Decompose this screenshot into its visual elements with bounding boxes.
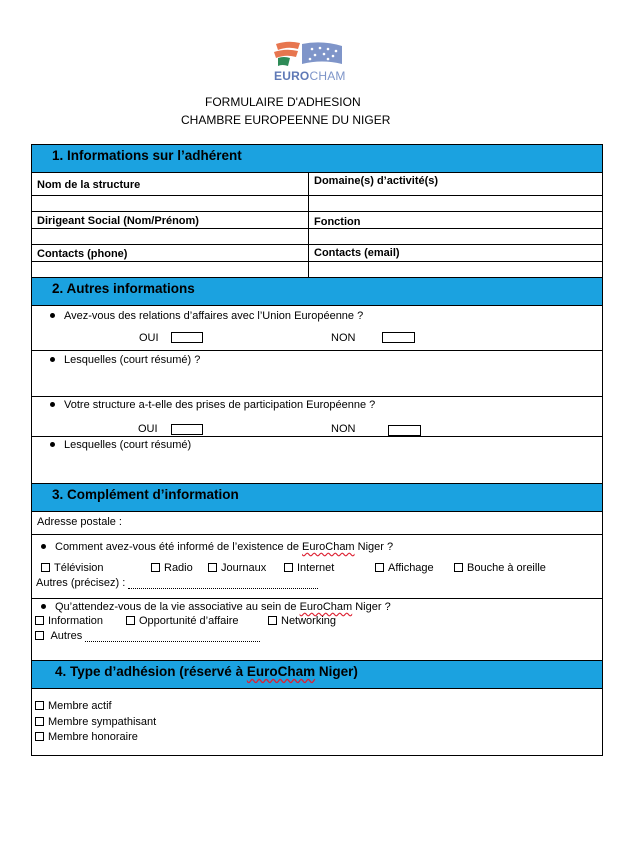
option-information[interactable]: Information (35, 615, 103, 627)
option-radio[interactable]: Radio (151, 562, 193, 574)
information-checkbox[interactable] (35, 616, 44, 625)
membership-form (31, 144, 603, 756)
opportunite-checkbox[interactable] (126, 616, 135, 625)
row-type-adhesion (32, 689, 602, 756)
section-4-header (32, 661, 602, 689)
section-3-header (32, 484, 602, 512)
option-bouche-a-oreille[interactable]: Bouche à oreille (454, 562, 546, 574)
option-television[interactable]: Télévision (41, 562, 104, 574)
oui-label-1: OUI (139, 332, 159, 344)
nom-structure-field[interactable] (32, 196, 309, 211)
row-adresse[interactable] (32, 512, 602, 535)
option-membre-honoraire[interactable]: Membre honoraire (35, 731, 138, 743)
question-attendez: Qu’attendez-vous de la vie associative au sein de EuroCham Niger ? (41, 601, 391, 613)
row-structure-input (32, 196, 602, 212)
fonction-label-cell (309, 212, 602, 228)
contacts-email-label: Contacts (email) (314, 247, 400, 259)
row-dirigeant (32, 212, 602, 229)
lesquelles-label-2: Lesquelles (court résumé) (50, 439, 191, 451)
row-lesquelles-1[interactable] (32, 351, 602, 397)
option-internet[interactable]: Internet (284, 562, 334, 574)
section-1-header (32, 145, 602, 173)
row-contacts-input (32, 262, 602, 278)
contacts-email-label-cell (309, 245, 602, 261)
autres-precisez-field[interactable] (128, 579, 318, 589)
membre-sympathisant-checkbox[interactable] (35, 717, 44, 726)
dirigeant-label: Dirigeant Social (Nom/Prénom) (37, 215, 199, 227)
domaine-field[interactable] (309, 196, 602, 211)
question-participation-ue: Votre structure a-t-elle des prises de participation Européenne ? (50, 399, 375, 411)
fonction-field[interactable] (309, 229, 602, 244)
non-label-2: NON (331, 423, 356, 435)
dirigeant-field[interactable] (32, 229, 309, 244)
option-autres[interactable]: Autres (35, 630, 260, 642)
journaux-checkbox[interactable] (208, 563, 217, 572)
contacts-phone-field[interactable] (32, 262, 309, 277)
radio-checkbox[interactable] (151, 563, 160, 572)
internet-checkbox[interactable] (284, 563, 293, 572)
membre-honoraire-checkbox[interactable] (35, 732, 44, 741)
row-attendez (32, 599, 602, 661)
question-relations-ue: Avez-vous des relations d’affaires avec l’Union Européenne ? (50, 310, 363, 322)
autres-precisez: Autres (précisez) : (36, 577, 318, 589)
dirigeant-label-cell (32, 212, 309, 228)
lesquelles-label-1: Lesquelles (court résumé) ? (50, 354, 200, 366)
section-1-title: 1. Informations sur l’adhérent (52, 148, 242, 163)
section-3-title: 3. Complément d’information (52, 487, 239, 502)
non-checkbox-1[interactable] (382, 332, 415, 343)
autres-checkbox[interactable] (35, 631, 44, 640)
domaine-label-cell (309, 173, 602, 195)
option-membre-actif[interactable]: Membre actif (35, 700, 112, 712)
non-label-1: NON (331, 332, 356, 344)
oui-checkbox-2[interactable] (171, 424, 203, 435)
bouche-checkbox[interactable] (454, 563, 463, 572)
row-lesquelles-2[interactable] (32, 437, 602, 484)
contacts-email-field[interactable] (309, 262, 602, 277)
section-2-title: 2. Autres informations (52, 281, 195, 296)
section-2-header (32, 278, 602, 306)
affichage-checkbox[interactable] (375, 563, 384, 572)
row-contacts (32, 245, 602, 262)
form-title: FORMULAIRE D'ADHESION (205, 95, 361, 109)
membre-actif-checkbox[interactable] (35, 701, 44, 710)
option-affichage[interactable]: Affichage (375, 562, 434, 574)
autres-field[interactable] (85, 632, 260, 642)
form-subtitle: CHAMBRE EUROPEENNE DU NIGER (181, 113, 391, 127)
oui-checkbox-1[interactable] (171, 332, 203, 343)
contacts-phone-label-cell (32, 245, 309, 261)
section-4-title: 4. Type d’adhésion (réservé à EuroCham Niger) (55, 664, 358, 679)
nom-structure-label-cell (32, 173, 309, 195)
row-relations-ue (32, 306, 602, 351)
row-structure (32, 173, 602, 196)
row-dirigeant-input (32, 229, 602, 245)
option-journaux[interactable]: Journaux (208, 562, 266, 574)
question-comment-informe: Comment avez-vous été informé de l’existence de EuroCham Niger ? (41, 541, 393, 553)
contacts-phone-label: Contacts (phone) (37, 248, 128, 260)
option-opportunite[interactable]: Opportunité d’affaire (126, 615, 238, 627)
option-networking[interactable]: Networking (268, 615, 336, 627)
oui-label-2: OUI (138, 423, 158, 435)
adresse-label: Adresse postale : (37, 516, 122, 528)
non-checkbox-2[interactable] (388, 425, 421, 436)
row-participation-ue (32, 397, 602, 437)
domaine-label: Domaine(s) d’activité(s) (314, 175, 439, 187)
networking-checkbox[interactable] (268, 616, 277, 625)
television-checkbox[interactable] (41, 563, 50, 572)
fonction-label: Fonction (314, 216, 361, 228)
option-membre-sympathisant[interactable]: Membre sympathisant (35, 716, 156, 728)
nom-structure-label: Nom de la structure (37, 179, 141, 191)
row-comment-informe (32, 535, 602, 599)
logo-text: EUROCHAM (274, 69, 346, 83)
